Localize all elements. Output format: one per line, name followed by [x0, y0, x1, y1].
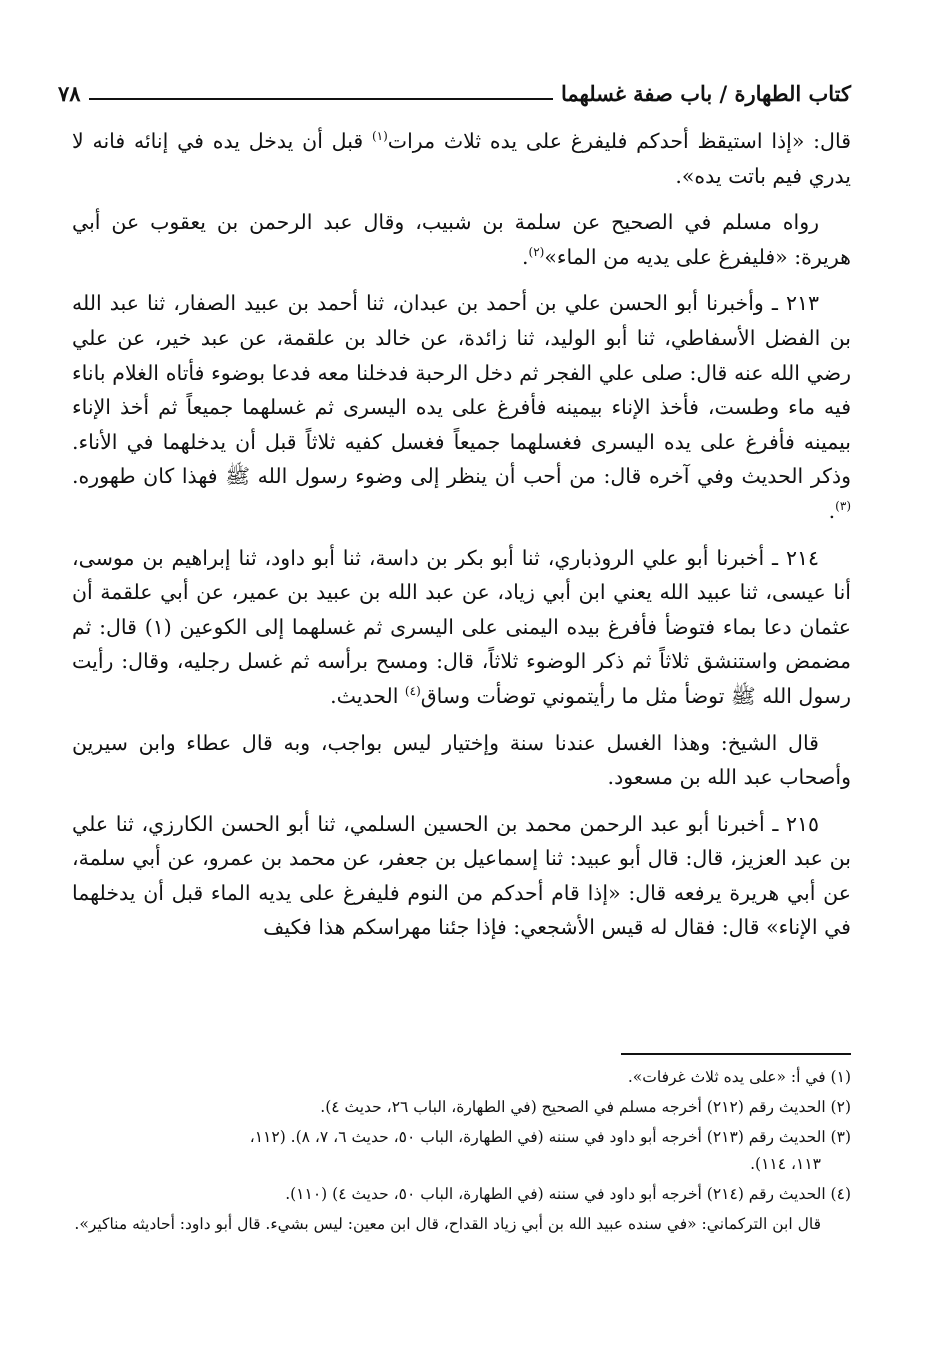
hadith-214 — [72, 541, 851, 714]
footnote-4: (٤) الحديث رقم (٢١٤) أخرجه أبو داود في سننه (في الطهارة، الباب ٥٠، حديث ٤) (١١٠). — [285, 1185, 851, 1203]
footnote-3 — [72, 1124, 851, 1178]
paragraph — [72, 205, 851, 274]
hadith-215: ٢١٥ ـ أخبرنا أبو عبد الرحمن محمد بن الحسين السلمي، ثنا أبو الحسن الكارزي، ثنا علي بن عبد العزيز، قال: قال أبو عبيد: ثنا إسماعيل بن جعفر، عن محمد بن عمرو، عن أبي سلمة، عن أبي هريرة يرفعه قال: «إذا قام أحدكم من النوم فليفرغ على يديه الماء قبل أن يدخلهما في الإناء» قال: فقال له قيس الأشجعي: فإذا جئنا مهراسكم هذا فكيف — [72, 811, 851, 940]
footnotes — [72, 1064, 851, 1241]
text-run: . — [828, 498, 836, 523]
header-rule — [89, 98, 553, 100]
footnote-marker: (٣) — [835, 499, 851, 514]
footnote-rule — [621, 1053, 851, 1055]
page-header — [58, 72, 851, 106]
text-run: قال: «إذا استيقظ أحدكم فليفرغ على يده ثلاث مرات — [387, 129, 851, 153]
page-number: ٧٨ — [58, 81, 81, 106]
sheikh-comment: قال الشيخ: وهذا الغسل عندنا سنة وإختيار ليس بواجب، وبه قال عطاء وابن سيرين وأصحاب عبد الله بن مسعود. — [72, 730, 851, 790]
running-title: كتاب الطهارة / باب صفة غسلهما — [560, 81, 851, 106]
footnote-1: (١) في أ: «على يده ثلاث غرفات». — [627, 1068, 851, 1086]
text-run: ٢١٣ ـ وأخبرنا أبو الحسن علي بن أحمد بن عبدان، ثنا أحمد بن عبيد الصفار، ثنا عبد الله بن الفضل الأسفاطي، ثنا أبو الوليد، ثنا زائدة، عن خالد بن علقمة، عن عبد خير، عن علي رضي الله عنه قال: صلى علي الفجر ثم دخل الرحبة فدخلنا معه فدعا بوضوء فأتاه الغلام باناء فيه ماء وطست، فأخذ الإناء بيمينه فأفرغ على يده اليسرى ثم غسلهما جميعاً ثم أخذ الإناء بيمينه فأفرغ على يده اليسرى فغسلهما جميعاً فغسل كفيه ثلاثاً قبل أن يدخلهما في الأناء. وذكر الحديث وفي آخره قال: من أحب أن ينظر إلى وضوء رسول الله ﷺ فهذا كان طهوره. — [72, 291, 851, 489]
text-run: ١١٣، ١١٤). — [750, 1155, 821, 1173]
text-run: (٣) الحديث رقم (٢١٣) أخرجه أبو داود في سننه (في الطهارة، الباب ٥٠، حديث ٦، ٧، ٨). (١١٢، — [249, 1128, 851, 1146]
footnote-4-note: قال ابن التركماني: «في سنده عبيد الله بن أبي زياد القداح، قال ابن معين: ليس بشيء. قال أبو داود: أحاديثه مناكير». — [74, 1215, 821, 1233]
paragraph — [72, 124, 851, 193]
text-run: الحديث. — [330, 683, 405, 708]
hadith-213 — [72, 286, 851, 528]
main-text — [72, 124, 851, 957]
footnote-2: (٢) الحديث رقم (٢١٢) أخرجه مسلم في الصحيح (في الطهارة، الباب ٢٦، حديث ٤). — [320, 1098, 851, 1116]
footnote-marker: (٢) — [528, 244, 545, 259]
footnote-marker: (١) — [371, 129, 388, 144]
footnote-marker: (٤) — [404, 684, 421, 699]
text-run: رواه مسلم في الصحيح عن سلمة بن شبيب، وقال عبد الرحمن بن يعقوب عن أبي هريرة: «فليفرغ على يديه من الماء» — [72, 210, 851, 269]
text-run: ٢١٤ ـ أخبرنا أبو علي الروذباري، ثنا أبو بكر بن داسة، ثنا أبو داود، ثنا إبراهيم بن موسى، أنا عيسى، ثنا عبيد الله يعني ابن أبي زياد، عن عبد الله بن عبيد بن عمير، عن أبي علقمة أن عثمان دعا بماء فتوضأ فأفرغ بيده اليمنى على اليسرى ثم غسلهما إلى الكوعين (١) قال: ثم مضمض واستنشق ثلاثاً ثم ذكر الوضوء ثلاثاً، قال: ومسح برأسه ثم غسل رجليه، وقال: رأيت رسول الله ﷺ توضأ مثل ما رأيتموني توضأت وساق — [72, 545, 851, 708]
text-run: قبل أن يدخل يده في إنائه فانه لا يدري فيم باتت يده». — [72, 129, 851, 188]
text-run: . — [521, 244, 529, 269]
